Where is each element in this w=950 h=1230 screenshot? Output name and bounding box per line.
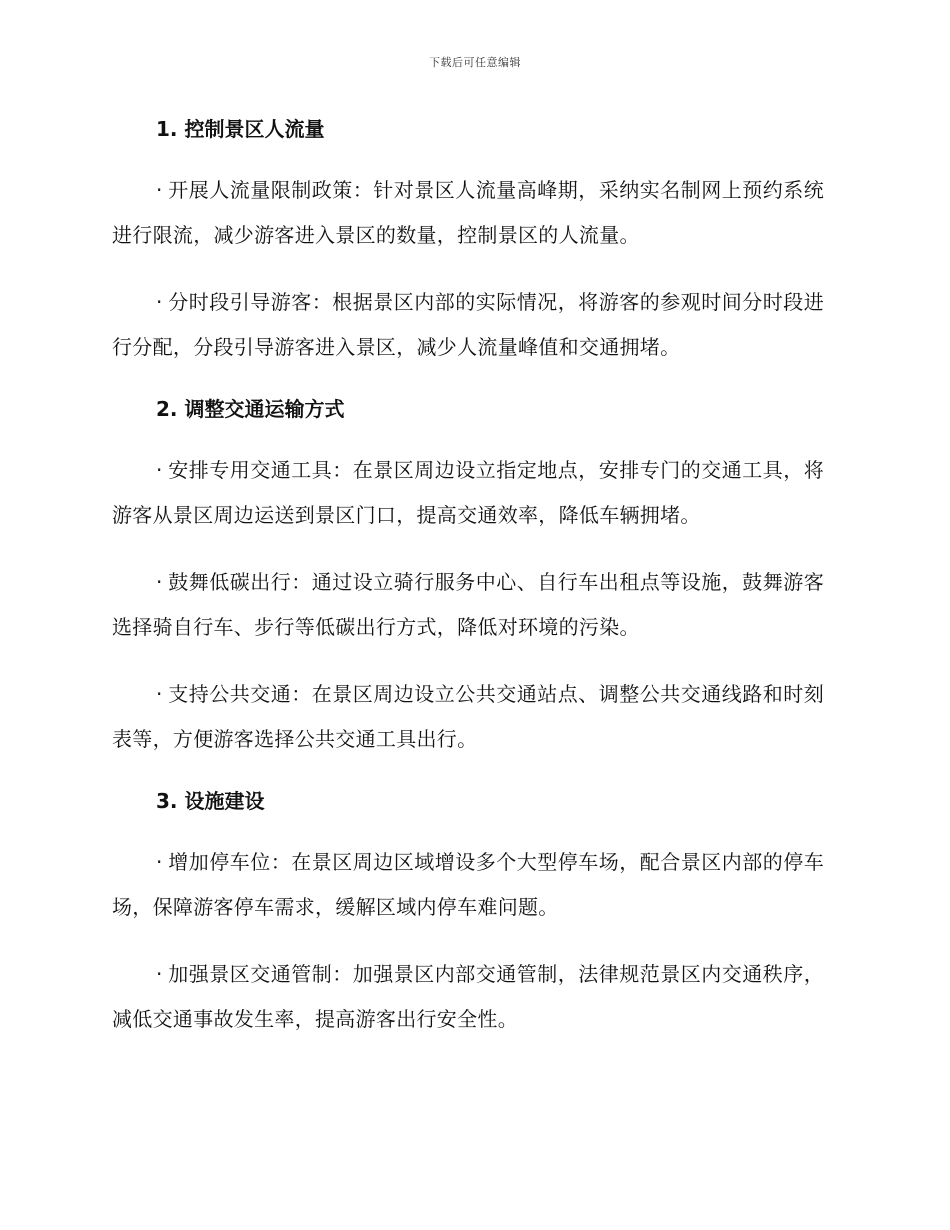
- section-heading-3: 3. 设施建设: [156, 789, 265, 813]
- document-body: [112, 112, 824, 1064]
- section-heading-1: 1. 控制景区人流量: [156, 117, 325, 141]
- paragraph-text: 安排专用交通工具：在景区周边设立指定地点，安排专门的交通工具，将游客从景区周边运送到景区门口，提高交通效率，降低车辆拥堵。: [112, 458, 824, 527]
- header-note: 下载后可任意编辑: [429, 56, 521, 69]
- paragraph-2-1: [112, 448, 824, 538]
- paragraph-2-2: [112, 560, 824, 650]
- paragraph-text: 加强景区交通管制：加强景区内部交通管制，法律规范景区内交通秩序，减低交通事故发生率，提高游客出行安全性。: [112, 962, 824, 1031]
- paragraph-2-3: [112, 672, 824, 762]
- bullet-icon: ·: [156, 458, 163, 482]
- bullet-icon: ·: [156, 962, 163, 986]
- paragraph-1-2: [112, 280, 824, 370]
- bullet-icon: ·: [156, 570, 163, 594]
- section-heading-2: 2. 调整交通运输方式: [156, 397, 345, 421]
- paragraph-3-2: [112, 952, 824, 1042]
- bullet-icon: ·: [156, 850, 163, 874]
- bullet-icon: ·: [156, 682, 163, 706]
- paragraph-3-1: [112, 840, 824, 930]
- bullet-icon: ·: [156, 178, 163, 202]
- paragraph-text: 增加停车位：在景区周边区域增设多个大型停车场，配合景区内部的停车场，保障游客停车需求，缓解区域内停车难问题。: [112, 850, 824, 919]
- paragraph-text: 支持公共交通：在景区周边设立公共交通站点、调整公共交通线路和时刻表等，方便游客选择公共交通工具出行。: [112, 682, 824, 751]
- paragraph-text: 鼓舞低碳出行：通过设立骑行服务中心、自行车出租点等设施，鼓舞游客选择骑自行车、步行等低碳出行方式，降低对环境的污染。: [112, 570, 824, 639]
- paragraph-1-1: [112, 168, 824, 258]
- paragraph-text: 分时段引导游客：根据景区内部的实际情况，将游客的参观时间分时段进行分配，分段引导游客进入景区，减少人流量峰值和交通拥堵。: [112, 290, 824, 359]
- bullet-icon: ·: [156, 290, 163, 314]
- paragraph-text: 开展人流量限制政策：针对景区人流量高峰期，采纳实名制网上预约系统进行限流，减少游客进入景区的数量，控制景区的人流量。: [112, 178, 824, 247]
